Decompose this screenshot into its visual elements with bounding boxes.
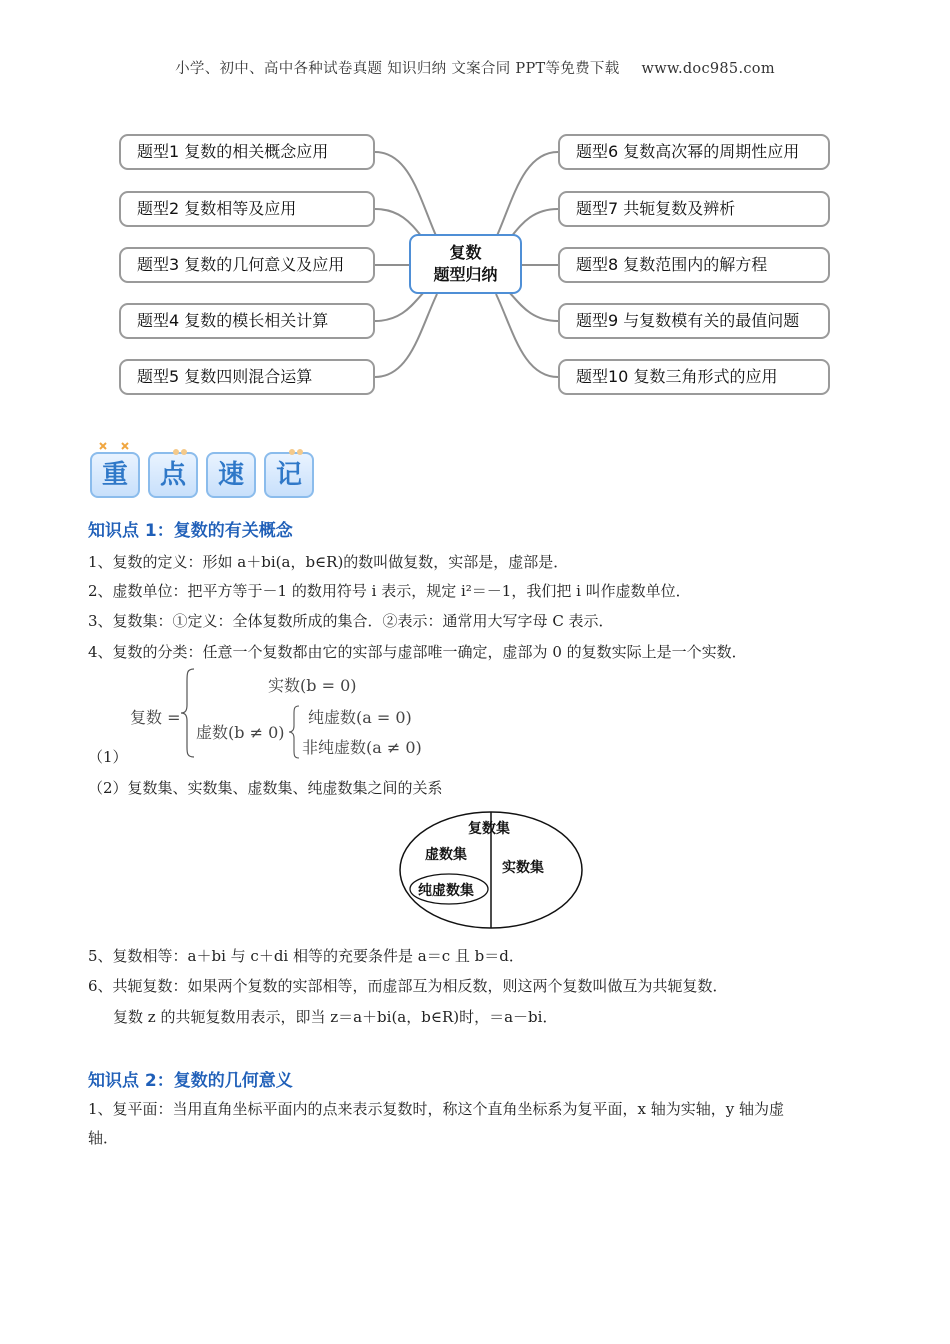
kp1-line-5: 5、复数相等：a＋bi 与 c＋di 相等的充要条件是 a＝c 且 b＝d． (88, 947, 524, 965)
kp1-line-1: 1、复数的定义：形如 a＋bi(a，b∈R)的数叫做复数，实部是，虚部是． (88, 553, 569, 571)
kp1-line-6: 6、共轭复数：如果两个复数的实部相等，而虚部互为相反数，则这两个复数叫做互为共轭复数． (88, 977, 728, 995)
mindmap-topic-9: 题型9 与复数模有关的最值问题 (558, 303, 830, 339)
mindmap-topic-6: 题型6 复数高次幂的周期性应用 (558, 134, 830, 170)
mindmap-topic-2: 题型2 复数相等及应用 (119, 191, 375, 227)
header-text: 小学、初中、高中各种试卷真题 知识归纳 文案合同 PPT等免费下载 (175, 61, 620, 77)
cls-pure: 纯虚数(a = 0) (308, 708, 412, 727)
mindmap-topic-10: 题型10 复数三角形式的应用 (558, 359, 830, 395)
mindmap-topic-7: 题型7 共轭复数及辨析 (558, 191, 830, 227)
set-relation-diagram (398, 810, 584, 930)
mindmap-center-line1: 复数 (449, 243, 482, 262)
badge-char-4: 记 (264, 452, 314, 498)
badge-char-2: 点 (148, 452, 198, 498)
mindmap-topic-8: 题型8 复数范围内的解方程 (558, 247, 830, 283)
kp2-line-1b: 轴． (88, 1129, 119, 1147)
complex-classification (120, 667, 460, 767)
set-real-label: 实数集 (502, 860, 544, 876)
cls-imag: 虚数(b ≠ 0) (196, 723, 285, 742)
badge-char-1: 重 (90, 452, 140, 498)
mindmap-topic-3: 题型3 复数的几何意义及应用 (119, 247, 375, 283)
kp1-line-3: 3、复数集：①定义：全体复数所成的集合．②表示：通常用大写字母 C 表示． (88, 612, 614, 630)
kp2-title: 知识点 2：复数的几何意义 (88, 1071, 293, 1091)
kp1-label-1: （1） (88, 748, 128, 766)
header-url[interactable]: www.doc985.com (641, 61, 775, 77)
cls-nonpure: 非纯虚数(a ≠ 0) (302, 738, 422, 757)
key-points-badge (90, 447, 320, 501)
cls-root: 复数 = (130, 708, 181, 727)
mindmap-topic-1: 题型1 复数的相关概念应用 (119, 134, 375, 170)
kp2-line-1: 1、复平面：当用直角坐标平面内的点来表示复数时，称这个直角坐标系为复平面，x 轴为实轴，y 轴为虚 (88, 1100, 785, 1118)
set-imag-label: 虚数集 (425, 847, 467, 863)
kp1-line-7: 复数 z 的共轭复数用表示，即当 z＝a＋bi(a，b∈R)时，＝a－bi． (113, 1008, 558, 1026)
kp1-line-4: 4、复数的分类：任意一个复数都由它的实部与虚部唯一确定，虚部为 0 的复数实际上是一个实数． (88, 643, 747, 661)
mindmap-center (409, 234, 522, 294)
kp1-title: 知识点 1：复数的有关概念 (88, 521, 293, 541)
badge-char-3: 速 (206, 452, 256, 498)
set-pure-label: 纯虚数集 (418, 883, 474, 899)
badge-decoration-icon (90, 441, 320, 457)
mindmap-center-line2: 题型归纳 (433, 265, 498, 284)
cls-real: 实数(b = 0) (268, 676, 357, 695)
brace-icon (180, 667, 200, 759)
mindmap-topic-5: 题型5 复数四则混合运算 (119, 359, 375, 395)
kp1-line-2: 2、虚数单位：把平方等于－1 的数用符号 i 表示，规定 i²＝－1，我们把 i 叫作虚数单位． (88, 582, 691, 600)
brace-small-icon (288, 704, 302, 760)
kp1-label-2: （2）复数集、实数集、虚数集、纯虚数集之间的关系 (88, 779, 443, 797)
set-complex-label: 复数集 (468, 821, 510, 837)
mindmap-topic-4: 题型4 复数的模长相关计算 (119, 303, 375, 339)
